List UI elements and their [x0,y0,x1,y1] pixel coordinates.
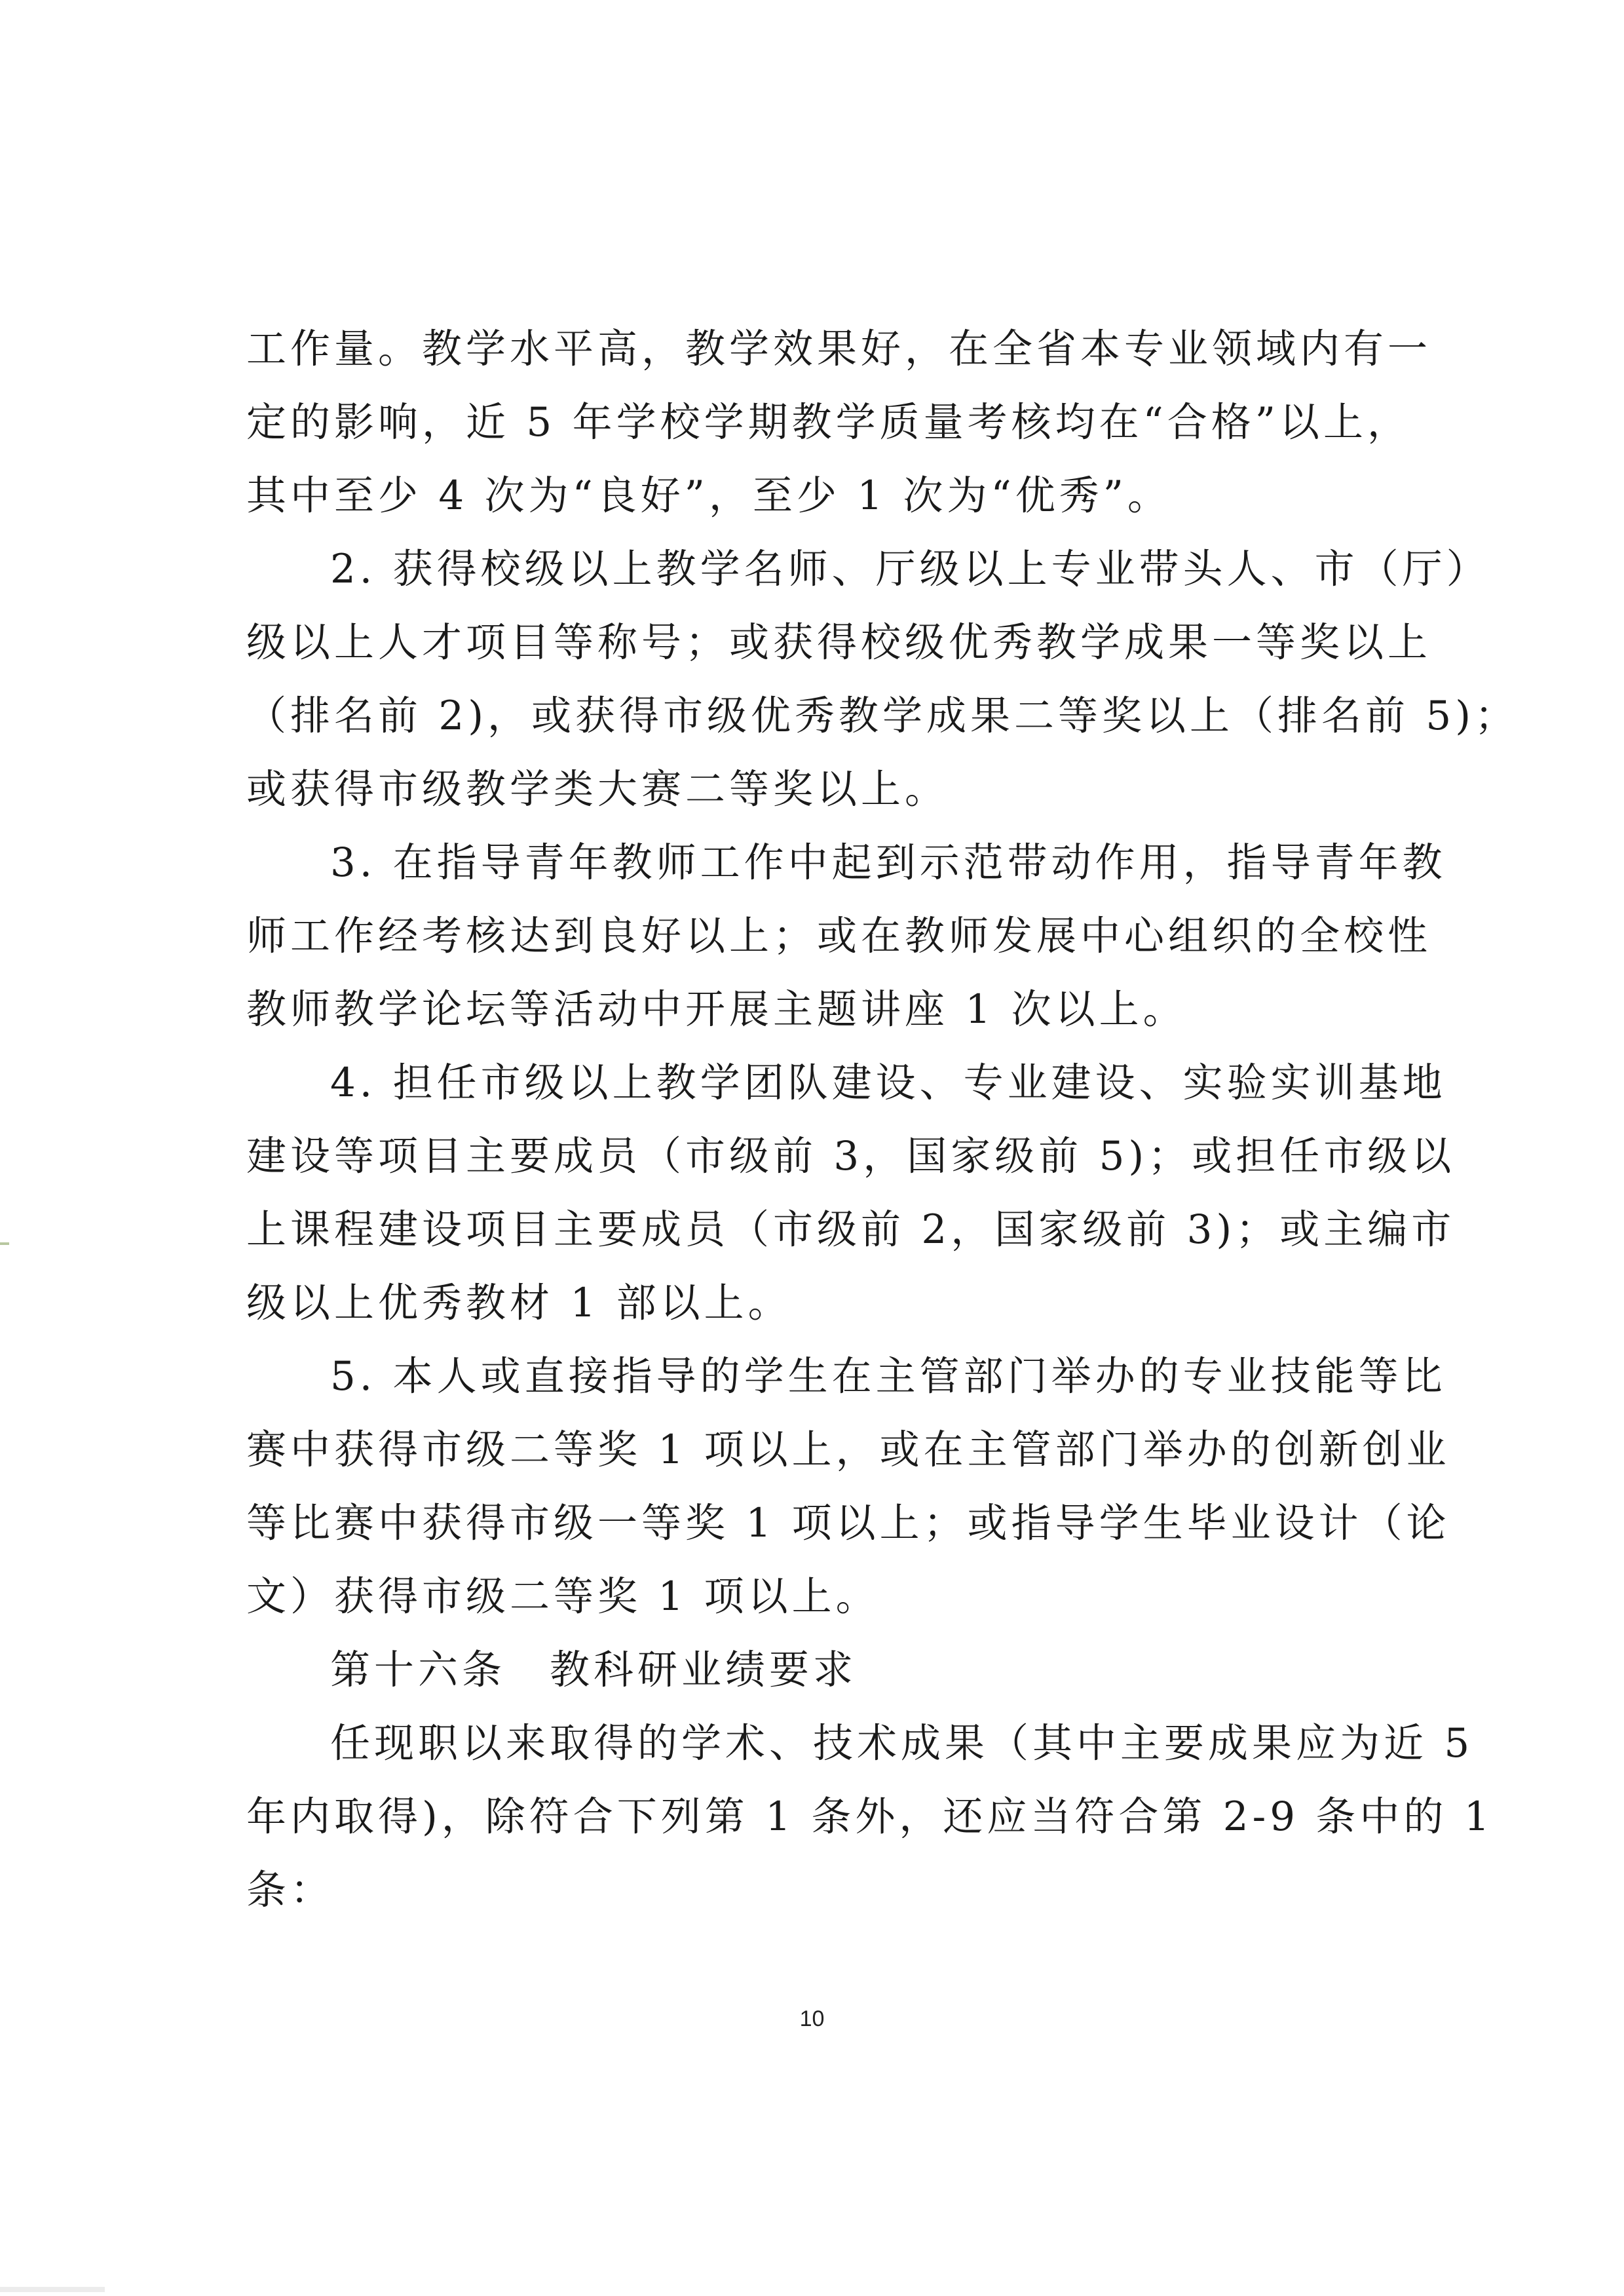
scan-bottom-mark [0,2287,105,2292]
paragraph-item-4 [246,1046,1456,1340]
text-line: 级以上人才项目等称号；或获得校级优秀教学成果一等奖以上 [246,619,1432,666]
text-line: 教师教学论坛等活动中开展主题讲座 1 次以上。 [246,986,1187,1033]
text-line: 文）获得市级二等奖 1 项以上。 [246,1573,880,1620]
paragraph-continuation [246,313,1432,533]
text-line: 任现职以来取得的学术、技术成果（其中主要成果应为近 5 [330,1720,1474,1767]
text-line: 条： [246,1867,335,1913]
text-line: 等比赛中获得市级一等奖 1 项以上；或指导学生毕业设计（论 [246,1500,1450,1546]
article-16-heading [246,1634,1406,1707]
document-body [246,313,1519,1927]
text-line: 2. 获得校级以上教学名师、厅级以上专业带头人、市（厅） [330,546,1490,592]
text-line: （排名前 2)，或获得市级优秀教学成果二等奖以上（排名前 5)； [246,693,1519,739]
text-line: 或获得市级教学类大赛二等奖以上。 [246,766,949,813]
paragraph-item-2 [246,533,1519,826]
text-line: 其中至少 4 次为“良好”，至少 1 次为“优秀”。 [246,472,1171,519]
scan-edge-mark [0,1242,9,1245]
text-line: 赛中获得市级二等奖 1 项以上，或在主管部门举办的创新创业 [246,1426,1450,1473]
text-line: 级以上优秀教材 1 部以上。 [246,1280,792,1326]
section-heading: 第十六条 教科研业绩要求 [330,1647,858,1693]
text-line: 年内取得)，除符合下列第 1 条外，还应当符合第 2-9 条中的 1 [246,1793,1494,1840]
paragraph-item-5 [246,1340,1450,1634]
text-line: 上课程建设项目主要成员（市级前 2，国家级前 3)；或主编市 [246,1206,1456,1253]
text-line: 定的影响，近 5 年学校学期教学质量考核均在“合格”以上， [246,399,1411,446]
text-line: 4. 担任市级以上教学团队建设、专业建设、实验实训基地 [330,1060,1446,1106]
page-number: 10 [799,2006,825,2031]
text-line: 工作量。教学水平高，教学效果好，在全省本专业领域内有一 [246,326,1432,372]
paragraph-article-16-body [246,1707,1494,1927]
paragraph-item-3 [246,826,1446,1046]
text-line: 3. 在指导青年教师工作中起到示范带动作用，指导青年教 [330,839,1446,886]
text-line: 建设等项目主要成员（市级前 3，国家级前 5)；或担任市级以 [246,1133,1456,1179]
text-line: 5. 本人或直接指导的学生在主管部门举办的专业技能等比 [330,1353,1446,1400]
text-line: 师工作经考核达到良好以上；或在教师发展中心组织的全校性 [246,913,1432,959]
